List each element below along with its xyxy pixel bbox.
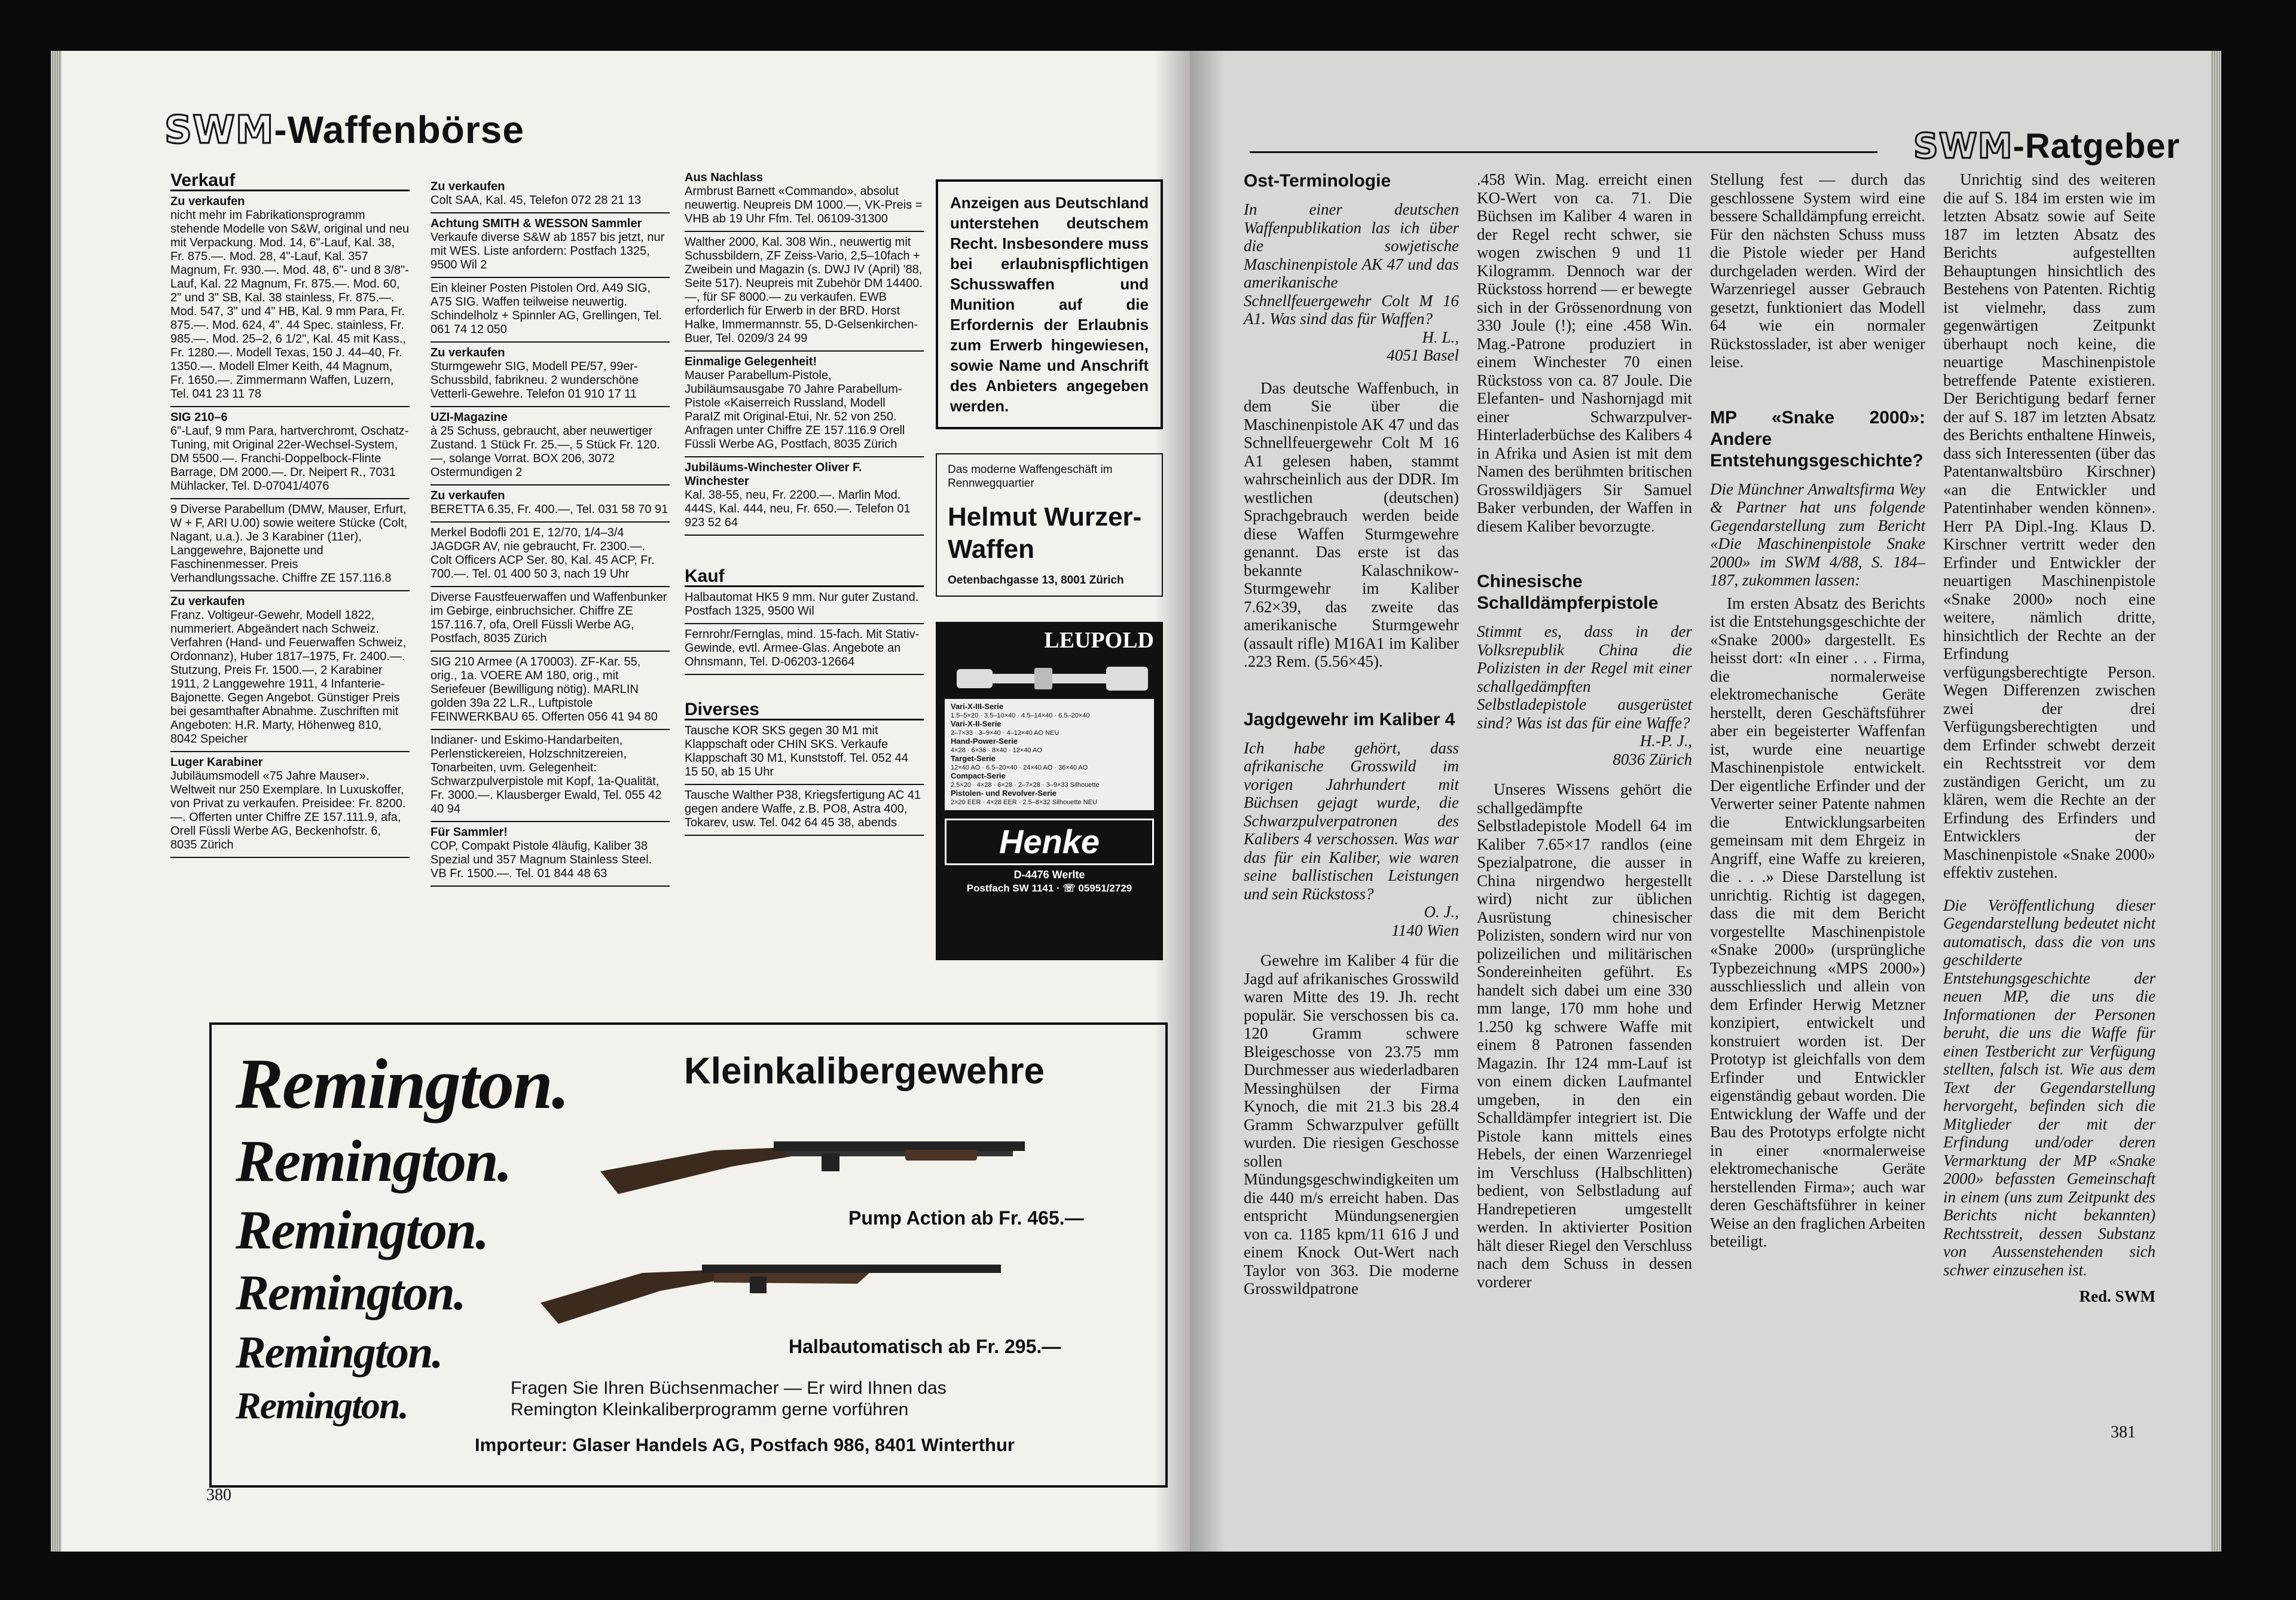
henke-contact: Postfach SW 1141 · ☏ 05951/2729: [938, 881, 1161, 898]
masthead-prefix: SWM: [1913, 126, 2013, 166]
pump-action-price: Pump Action ab Fr. 465.—: [848, 1207, 1084, 1229]
henke-logo: Henke: [999, 823, 1100, 860]
china-place: 8036 Zürich: [1613, 750, 1692, 768]
diverses-heading: Diverses: [685, 703, 924, 720]
remington-logo: Remington.: [236, 1265, 465, 1321]
snake-heading: MP «Snake 2000»: Andere Entstehungsgeschichte?: [1710, 407, 1925, 471]
book-spine: [1154, 51, 1226, 1552]
remington-logo: Remington.: [236, 1327, 442, 1378]
page-number-left: 380: [206, 1486, 231, 1504]
classified-entry: Tausche Walther P38, Kriegsfertigung AC 41 gegen andere Waffe, z.B. PO8, Astra 400, Tokarev, usw. Tel. 042 64 45 38, abends: [685, 785, 924, 836]
classified-entry: Achtung SMITH & WESSON Sammler Verkaufe diverse S&W ab 1857 bis jetzt, nur mit WES. Liste anfordern: Postfach 1325, 9500 Wil 2: [430, 213, 670, 278]
classified-entry: Indianer- und Eskimo-Handarbeiten, Perlenstickereien, Holzschnitzereien, Tonarbeiten, uvm. Gelegenheit: Schwarzpulverpistole mit Kopf, 1a-Qualität, Fr. 3000.—. Klausberger Ewald, Tel. 055 42 40 94: [430, 730, 670, 822]
masthead-title: -Waffenbörse: [274, 108, 524, 151]
wurzer-tagline: Das moderne Waffengeschäft im Rennwegquartier: [948, 463, 1113, 490]
leupold-logo: LEUPOLD: [1044, 628, 1154, 653]
henke-ad: [945, 819, 1154, 865]
china-answer: Unseres Wissens gehört die schallgedämpfte Selbstladepistole Modell 64 im Kaliber 7.65×17 randlos (eine Spezialpatrone, die ausser in China nirgendwo hergestellt wird) nicht zur üblichen Ausrüstung chinesischer Polizisten, sondern wird nur von polizeilichen und militärischen Sondereinheiten geführt. Es handelt sich dabei um eine 330 mm lange, 170 mm hohe und 1.250 kg schwere Waffe mit einem 8 Patronen fassenden Magazin. Ihr 124 mm-Lauf ist von einem dicken Laufmantel umgeben, in den ein Schalldämpfer integriert ist. Die Pistole kann mittels eines Hebels, der einen Warzenriegel im Verschluss (Halbschlitten) bedient, von Selbstladung auf Handrepetieren umgestellt werden. In aktivierter Position hält dieser Riegel den Verschluss nach dem Schuss in dessen vorderer: [1477, 780, 1692, 1291]
classified-entry: Ein kleiner Posten Pistolen Ord. A49 SIG, A75 SIG. Waffen teilweise neuwertig. Schindelholz + Spinnler AG, Grellingen, Tel. 061 74 12 050: [430, 278, 670, 343]
masthead-title: -Ratgeber: [2013, 127, 2181, 166]
china-signature: H.-P. J.,: [1639, 732, 1692, 750]
masthead-rule: [1250, 151, 1877, 153]
masthead-left: [164, 108, 524, 152]
jagd-question: Ich habe gehört, dass afrikanische Grosswild im vorigen Jahrhundert mit Büchsen gejagt wurde, die Schwarzpulverpatronen des Kalibers 4 verschossen. Was war das für ein Kaliber, wie waren seine ballistischen Leistungen und sein Rückstoss?: [1244, 738, 1459, 903]
diverses-section: [685, 700, 924, 836]
left-page: [51, 51, 1190, 1552]
classified-entry: 9 Diverse Parabellum (DMW, Mauser, Erfurt, W + F, ARI U.00) sowie weitere Stücke (Colt, Nagant, u.a.). Je 3 Karabiner (11er), Langgewehre, Bajonette und Faschinenmesser. Preis Verhandlungssache. Chiffre ZE 157.116.8: [170, 499, 410, 591]
classified-entry: Zu verkaufen Franz. Voltigeur-Gewehr, Modell 1822, nummeriert. Abgeändert nach Schweiz. Verfahren (Hand- und Feuerwaffen Schweiz, Ordonnanz), Huber 1817–1975, Fr. 2400.—. Stutzung, Preis Fr. 1500.—, 2 Karabiner 1911, 2 Langgewehre 1911, 4 Infanterie-Bajonette. Gegen Angebot. Günstiger Preis bei gesamthafter Abnahme. Zuschriften mit Angeboten: H.R. Marty, Höhenweg 810, 8042 Speicher: [170, 591, 410, 752]
right-page: [1190, 51, 2221, 1552]
china-heading: Chinesische Schalldämpferpistole: [1477, 572, 1659, 613]
classified-entry: Tausche KOR SKS gegen 30 M1 mit Klappschaft oder CHIN SKS. Verkaufe Klappschaft 30 M1, Kunststoff. Tel. 052 44 15 50, ab 15 Uhr: [685, 720, 924, 785]
classified-entry: Diverse Faustfeuerwaffen und Waffenbunker im Gebirge, einbruchsicher. Chiffre ZE 157.116.7, ofa, Orell Füssli Werbe AG, Postfach, 8035 Zürich: [430, 587, 670, 652]
editor-note: Die Veröffentlichung dieser Gegendarstellung bedeutet nicht automatisch, dass die von uns geschilderte Entstehungsgeschichte der neuen MP, die uns die Informationen der Personen beruht, die uns die Waffe für einen Testbericht zur Verfügung stellten, falsch ist. Wie aus dem Text der Gegendarstellung hervorgeht, befinden sich die Mitglieder der mit der Erfindung und/oder deren Vermarktung der MP «Snake 2000» befassten Gemeinschaft in einem (uns zum Zeitpunkt des Berichts nicht bekannten) Rechtsstreit, dessen Substanz von Aussenstehenden sich schwer einzusehen ist.: [1943, 896, 2155, 1279]
classified-entry: Aus Nachlass Armbrust Barnett «Commando», absolut neuwertig. Neupreis DM 1000.—, VK-Preis = VHB ab 19 Uhr Ffm. Tel. 06109-31300: [685, 167, 924, 232]
ost-heading: Ost-Terminologie: [1244, 171, 1391, 191]
semi-auto-price: Halbautomatisch ab Fr. 295.—: [789, 1336, 1061, 1357]
ost-answer: Das deutsche Waffenbuch, in dem Sie über die Maschinenpistole AK 47 und das Schnellfeuergewehr Colt M 16 A1 gelesen haben, stammt wahrscheinlich aus der DDR. Im westlichen (deutschen) Sprachgebrauch werden beide diese Waffen Sturmgewehre genannt. Das erste ist das bekannte Kalaschnikow-Sturmgewehr im Kaliber 7.62×39, das zweite das amerikanische Sturmgewehr (assault rifle) M16A1 im Kaliber .223 Rem. (5.56×45).: [1244, 378, 1459, 670]
classified-entry: Einmalige Gelegenheit! Mauser Parabellum-Pistole, Jubiläumsausgabe 70 Jahre Parabellum-Pistole «Kaiserreich Russland, Modell ParaIZ mit Original-Etui, Nr. 52 von 250. Anfragen unter Chiffre ZE 157.116.9 Orell Füssli Werbe AG, Postfach, 8035 Zürich: [685, 352, 924, 457]
remington-headline: Kleinkalibergewehre: [684, 1051, 1045, 1092]
classified-entry: Zu verkaufen nicht mehr im Fabrikationsprogramm stehende Modelle von S&W, original und neu mit Verpackung. Mod. 14, 6"-Lauf, Kal. 38, Fr. 875.—. Mod. 28, 4"-Lauf, Kal. 357 Magnum, Fr. 930.—. Mod. 48, 6"- und 8 3/8"-Lauf, Kal. 22 Magnum, Fr. 875.—. Mod. 60, 2" und 3" SB, Kal. 38 stainless, Fr. 875.—. Mod. 547, 3" und 4" HB, Kal. 9 mm Para, Fr. 875.—. Mod. 624, 4". 44 Spec. stainless, Fr. 985.—. Mod. 25–2, 6 1/2", Kal. 45 mit Kass., Fr. 1280.—. Modell Texas, 150 J. 44–40, Fr. 1350.—. Modell Elmer Keith, 44 Magnum, Fr. 1650.—. Zimmermann Waffen, Luzern, Tel. 041 23 11 78: [170, 191, 410, 407]
kauf-section: [685, 566, 924, 675]
classified-entry: SIG 210–6 6"-Lauf, 9 mm Para, hartverchromt, Oschatz-Tuning, mit Original 22er-Wechsel-System, DM 5500.—. Franchi-Doppelbock-Flinte Barrage, DM 2000.—. Dr. Neipert R., 7031 Mühlacker, Tel. D-07041/4076: [170, 407, 410, 499]
classified-entry: Für Sammler! COP, Compakt Pistole 4läufig, Kaliber 38 Spezial und 357 Magnum Stainless Steel. VB Fr. 1500.—. Tel. 01 844 48 63: [430, 822, 670, 887]
ost-place: 4051 Basel: [1387, 346, 1459, 364]
masthead-prefix: SWM: [164, 108, 274, 152]
masthead-right: [1913, 126, 2180, 166]
classified-entry: Walther 2000, Kal. 308 Win., neuwertig mit Schussbildern, ZF Zeiss-Vario, 2,5–10fach + Zweibein und Magazin (s. DWJ IV (April) '88, Seite 517). Neupreis mit Zubehör DM 14400.—, für SF 8000.— zu verkaufen. EWB erforderlich für Erwerb in der BRD. Horst Halke, Immermannstr. 55, D-Gelsenkirchen-Buer, Tel. 0209/3 24 99: [685, 232, 924, 352]
snake-body: Im ersten Absatz des Berichts ist die Entstehungsgeschichte der «Snake 2000» dargestellt. Es heisst dort: «In einer . . . Firma, die normalerweise elektromechanische Geräte herstellt, deren Geschäftsführer aber ein begeisterter Waffenfan ist, wurde eine neuartige Maschinenpistole entwickelt. Der eigentliche Erfinder und der Verwerter seiner Patente nahmen die Entwicklungsarbeiten gemeinsam mit dem Ehrgeiz in Angriff, eine Waffe zu kreieren, die . . .» Diese Darstellung ist unrichtig. Richtig ist dagegen, dass die mit dem Bericht vorgestellte Maschinenpistole «Snake 2000» (ursprüngliche Typbezeichnung «MPS 2000») ausschliesslich und allein von dem Erfinder Herwig Metzner konzipiert, entwickelt und konstruiert worden ist. Der Prototyp ist gleichfalls von dem Erfinder und Entwickler eigenständig gebaut worden. Die Entwicklung der Waffe und der Bau des Prototyps erfolgte nicht in einer «normalerweise elektromechanische Geräte herstellenden Firma»; auch war deren Geschäftsführer in keiner Weise an den fraglichen Arbeiten beteiligt.: [1710, 594, 1925, 1250]
classified-entry: Zu verkaufen Colt SAA, Kal. 45, Telefon 072 28 21 13: [430, 176, 670, 213]
remington-importer: Importeur: Glaser Handels AG, Postfach 986, 8401 Winterthur: [475, 1434, 1015, 1455]
remington-logo: Remington.: [236, 1044, 569, 1123]
classified-entry: Jubiläums-Winchester Oliver F. Winchester Kal. 38-55, neu, Fr. 2200.—. Marlin Mod. 444S, Kal. 444, neu, Fr. 650.—. Telefon 01 923 52 64: [685, 457, 924, 536]
semi-auto-rifle-icon: [535, 1237, 1025, 1327]
wurzer-address: Oetenbachgasse 13, 8001 Zürich: [948, 574, 1124, 587]
article-col-3: [1710, 170, 1925, 1251]
verkauf-col-1: [170, 170, 410, 858]
classified-entry: Zu verkaufen Sturmgewehr SIG, Modell PE/57, 99er-Schussbild, fabrikneu. 2 wunderschöne Vetterli-Gewehre. Telefon 01 910 17 11: [430, 343, 670, 407]
leupold-ad: [936, 622, 1163, 960]
legal-notice: Anzeigen aus Deutschland unterstehen deutschem Recht. Insbesondere muss bei erlaubnispflichtigen Schusswaffen und Munition auf die Erfordernis der Erlaubnis zum Erwerb hingewiesen, sowie Name und Anschrift des Anbieters angegeben werden.: [936, 179, 1163, 429]
ost-question: In einer deutschen Waffenpublikation las ich über die sowjetische Maschinenpistole AK 47 und das amerikanische Schnellfeuergewehr Colt M 16 A1. Was sind das für Waffen?: [1244, 200, 1459, 328]
jagd-answer: Gewehre im Kaliber 4 für die Jagd auf afrikanisches Grosswild waren Mitte des 19. Jh. recht populär. Sie verschossen bis ca. 120 Gramm schwere Bleigeschosse von 23.75 mm Durchmesser aus wiederladbaren Messinghülsen der Firma Kynoch, die mit 21.3 bis 28.4 Gramm Schwarzpulver gefüllt wurden. Die riesigen Geschosse sollen Mündungsgeschwindigkeiten um die 440 m/s erreicht haben. Das entspricht Mündungsenergien von ca. 1185 kpm/11 616 J und einem Knock Out-Wert nach Taylor von 363. Die moderne Grosswildpatrone: [1244, 951, 1459, 1297]
page-edge-right: [2210, 51, 2221, 1552]
leupold-series-list: Vari-X-III-Serie 1.5–5×20 · 3.5–10×40 · 4.5–14×40 · 6.5–20×40 Vari-X-II-Serie 2–7×33 · 3–9×40 · 4–12×40 AO NEU Hand-Power-Serie 4×28 · 6×36 · 8×40 · 12×40 AO Target-Serie 12×40 AO · 6.5–20×40 · 24×40 AO · 36×40 AO Compact-Serie 2.5×20 · 4×28 · 6×28 · 2–7×28 · 3–9×33 Silhouette Pistolen- und Revolver-Serie 2×20 EER · 4×28 EER · 2.5–8×32 Silhouette NEU: [945, 699, 1154, 810]
classified-entry: UZI-Magazine à 25 Schuss, gebraucht, aber neuwertiger Zustand. 1 Stück Fr. 25.—, 5 Stück Fr. 120.—, solange Vorrat. BOX 206, 3072 Ostermundigen 2: [430, 407, 670, 486]
classified-entry: Merkel Bodofli 201 E, 12/70, 1/4–3/4 JAGDGR AV, nie gebraucht, Fr. 2300.—. Colt Officers ACP Ser. 80, Kal. 45 ACP, Fr. 700.—. Tel. 01 400 50 3, nach 19 Uhr: [430, 523, 670, 587]
classified-entry: Fernrohr/Fernglas, mind. 15-fach. Mit Stativ-Gewinde, evtl. Armee-Glas. Angebote an Ohnsmann, Tel. D-06203-12664: [685, 624, 924, 675]
china-question: Stimmt es, dass in der Volksrepublik China die Polizisten in der Regel mit einer schallgedämpften Selbstladepistole ausgerüstet sind? Was ist das für eine Waffe?: [1477, 622, 1692, 732]
scope-icon: [945, 657, 1156, 699]
page-edge-left: [51, 51, 62, 1552]
article-col-2: [1477, 170, 1692, 1291]
ost-signature: H. L.,: [1422, 328, 1459, 346]
henke-address: D-4476 Werlte: [938, 865, 1161, 881]
china-answer-continued: Stellung fest — durch das geschlossene System wird eine bessere Schalldämpfung erreicht. Für den nächsten Schuss muss die Pistole wieder per Hand durchgeladen werden. Wird der Warzenriegel ausser Gebrauch gesetzt, funktioniert das Modell 64 wie ein normaler Rückstosslader, ist aber weniger leise.: [1710, 170, 1925, 371]
snake-intro: Die Münchner Anwaltsfirma Wey & Partner hat uns folgende Gegendarstellung zum Bericht «Die Maschinenpistole Snake 2000» im SWM 4/88, S. 184–187, zukommen lassen:: [1710, 480, 1925, 589]
remington-logo: Remington.: [236, 1384, 408, 1427]
page-number-right: 381: [2111, 1423, 2136, 1442]
jagd-place: 1140 Wien: [1391, 921, 1459, 939]
pump-rifle-icon: [594, 1123, 1097, 1201]
classified-entry: Luger Karabiner Jubiläumsmodell «75 Jahre Mauser». Weltweit nur 250 Exemplare. In Luxuskoffer, von Privat zu verkaufen. Preisidee: Fr. 8200.—. Offerten unter Chiffre ZE 157.111.9, afa, Orell Füssli Werbe AG, Beckenhofstr. 6, 8035 Zürich: [170, 752, 410, 858]
article-col-4: [1943, 170, 2155, 1306]
kauf-heading: Kauf: [685, 569, 924, 587]
classified-entry: Zu verkaufen BERETTA 6.35, Fr. 400.—, Tel. 031 58 70 91: [430, 486, 670, 523]
remington-logo: Remington.: [236, 1128, 511, 1194]
classified-entry: SIG 210 Armee (A 170003). ZF-Kar. 55, orig., 1a. VOERE AM 180, orig., mit Seriefeuer (Bewilligung nötig). MARLIN golden 39a 22 L.R., Luftpistole FEINWERKBAU 65. Offerten 056 41 94 80: [430, 652, 670, 730]
wurzer-ad: [936, 453, 1163, 597]
editor-signature: Red. SWM: [2079, 1287, 2155, 1305]
remington-logo: Remington.: [236, 1199, 488, 1260]
verkauf-col-3: [685, 167, 924, 836]
jagd-heading: Jagdgewehr im Kaliber 4: [1244, 709, 1455, 729]
remington-ask-dealer: Fragen Sie Ihren Büchsenmacher — Er wird Ihnen das Remington Kleinkaliberprogramm gerne vorführen: [511, 1378, 947, 1419]
verkauf-col-2: [430, 176, 670, 887]
remington-ad: [209, 1022, 1168, 1488]
jagd-signature: O. J.,: [1424, 903, 1459, 921]
verkauf-heading: Verkauf: [170, 173, 410, 191]
ads-column: [936, 179, 1163, 960]
snake-body-continued: Unrichtig sind des weiteren die auf S. 184 im ersten wie im letzten Absatz sowie auf Seite 187 im letzten Absatz des Berichts aufgestellten Behauptungen hinsichtlich des Bestehens von Patenten. Richtig ist vielmehr, dass zum gegenwärtigen Zeitpunkt überhaupt noch keine, die neuartige Maschinenpistole betreffende Patente existieren. Der Berichtigung bedarf ferner der auf S. 187 im letzten Absatz des Berichts enthaltene Hinweis, dass sich Interessenten (über das Patentanwaltsbüro Kirschner) «an die Entwickler und Patentinhaber wenden können». Herr PA Dipl.-Ing. Klaus D. Kirschner vertritt weder den Erfinder und Entwickler der neuartigen Maschinenpistole «Snake 2000» noch eine weitere, nämlich dritte, hinsichtlich der Rechte an der Erfindung verfügungsberechtigte Person. Wegen Differenzen zwischen zwei der drei Verfügungsberechtigten und dem Erfinder schwebt derzeit ein Rechtsstreit vor dem zuständigen Gericht, um zu klären, wem die Rechte an der Erfindung des Erfinders und Entwicklers der Maschinenpistole «Snake 2000» effektiv zustehen.: [1943, 170, 2155, 881]
wurzer-name: Helmut Wurzer-Waffen: [948, 502, 1142, 564]
article-col-1: [1244, 170, 1459, 1298]
jagd-answer-continued: .458 Win. Mag. erreicht einen KO-Wert von ca. 71. Die Büchsen im Kaliber 4 waren in der Regel recht schwer, sie wogen zwischen 9 und 11 Kilogramm. Dennoch war der Rückstoss horrend — er bewegte sich in der Grössenordnung von 330 Joule (!); eine .458 Win. Mag.-Patrone produziert in einem Winchester 70 einen Rückstoss von ca. 87 Joule. Die Elefanten- und Nashornjagd mit einer Schwarzpulver-Hinterladerbüchse des Kalibers 4 in Afrika und Asien ist mit dem Namen des berühmten britischen Grosswildjägers Sir Samuel Baker verbunden, der Waffen in diesem Kaliber bevorzugte.: [1477, 170, 1692, 535]
classified-entry: Halbautomat HK5 9 mm. Nur guter Zustand. Postfach 1325, 9500 Wil: [685, 587, 924, 624]
